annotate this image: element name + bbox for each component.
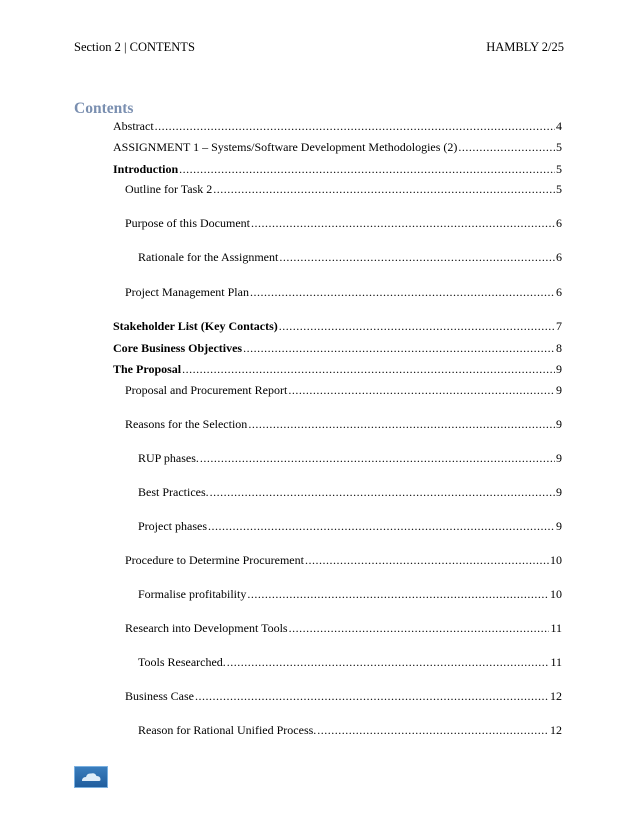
toc-entry-title: Project Management Plan [125, 285, 249, 299]
toc-entry-title: Tools Researched. [138, 655, 226, 669]
toc-dot-leader [195, 689, 549, 704]
toc-dot-leader [279, 250, 555, 265]
toc-dot-leader [317, 723, 549, 738]
toc-dot-leader [289, 621, 550, 636]
toc-entry[interactable] [138, 723, 562, 739]
toc-entry[interactable] [113, 140, 562, 156]
toc-entry-title: The Proposal [113, 362, 182, 376]
toc-entry[interactable] [138, 587, 562, 603]
toc-dot-leader [251, 216, 555, 231]
toc-dot-leader [200, 451, 555, 466]
toc-entry-page-number: 11 [550, 655, 562, 669]
toc-entry[interactable] [125, 553, 562, 569]
toc-entry-title: Abstract [113, 119, 154, 133]
toc-dot-leader [288, 383, 555, 398]
toc-dot-leader [227, 655, 550, 670]
toc-dot-leader [208, 519, 555, 534]
toc-entry-page-number: 12 [550, 689, 562, 703]
toc-dot-leader [179, 162, 555, 177]
toc-dot-leader [248, 417, 555, 432]
toc-entry[interactable] [125, 417, 562, 433]
toc-entry[interactable] [113, 119, 562, 135]
toc-dot-leader [243, 341, 555, 356]
toc-dot-leader [250, 285, 555, 300]
toc-dot-leader [155, 119, 555, 134]
toc-entry-page-number: 9 [556, 485, 562, 499]
toc-entry[interactable] [138, 519, 562, 535]
toc-dot-leader [182, 362, 555, 377]
toc-entry-page-number: 6 [556, 285, 562, 299]
toc-dot-leader [247, 587, 549, 602]
toc-entry-page-number: 5 [556, 140, 562, 154]
toc-entry-title: Formalise profitability [138, 587, 247, 601]
toc-entry-title: Reason for Rational Unified Process. [138, 723, 317, 737]
toc-entry-title: RUP phases. [138, 451, 199, 465]
toc-entry-title: Business Case [125, 689, 194, 703]
toc-entry-page-number: 9 [556, 383, 562, 397]
toc-dot-leader [213, 182, 555, 197]
page-header [74, 40, 564, 55]
toc-entry-page-number: 10 [550, 553, 562, 567]
toc-entry-title: Core Business Objectives [113, 341, 243, 355]
toc-entry-page-number: 4 [556, 119, 562, 133]
contents-heading: Contents [74, 100, 134, 117]
toc-entry[interactable] [125, 621, 562, 637]
toc-entry-page-number: 9 [556, 362, 562, 376]
toc-entry[interactable] [113, 362, 562, 378]
toc-entry[interactable] [125, 182, 562, 198]
toc-entry[interactable] [138, 655, 562, 671]
toc-dot-leader [458, 140, 555, 155]
header-section-label: Section 2 | CONTENTS [74, 40, 195, 54]
toc-entry-title: Project phases [138, 519, 207, 533]
toc-entry-page-number: 12 [550, 723, 562, 737]
toc-entry-page-number: 6 [556, 250, 562, 264]
toc-entry-page-number: 10 [550, 587, 562, 601]
toc-entry[interactable] [125, 285, 562, 301]
toc-entry-page-number: 9 [556, 519, 562, 533]
toc-entry-title: ASSIGNMENT 1 – Systems/Software Development Methodologies (2) [113, 140, 458, 154]
cloud-logo-icon [74, 766, 108, 788]
toc-entry-title: Research into Development Tools [125, 621, 288, 635]
toc-entry-title: Rationale for the Assignment [138, 250, 279, 264]
toc-entry-page-number: 7 [556, 319, 562, 333]
toc-entry-title: Introduction [113, 162, 179, 176]
toc-entry[interactable] [138, 485, 562, 501]
toc-entry-page-number: 8 [556, 341, 562, 355]
toc-entry-title: Purpose of this Document [125, 216, 250, 230]
toc-entry[interactable] [138, 250, 562, 266]
toc-entry-title: Reasons for the Selection [125, 417, 248, 431]
toc-entry[interactable] [125, 216, 562, 232]
toc-entry[interactable] [138, 451, 562, 467]
header-page-label: HAMBLY 2/25 [486, 40, 564, 54]
toc-entry-page-number: 5 [556, 162, 562, 176]
toc-entry-title: Proposal and Procurement Report [125, 383, 288, 397]
toc-dot-leader [279, 319, 555, 334]
toc-entry-title: Best Practices. [138, 485, 209, 499]
toc-entry[interactable] [125, 383, 562, 399]
toc-entry[interactable] [113, 162, 562, 178]
toc-entry-page-number: 9 [556, 451, 562, 465]
toc-dot-leader [210, 485, 555, 500]
toc-entry-page-number: 5 [556, 182, 562, 196]
toc-entry[interactable] [113, 319, 562, 335]
toc-entry-page-number: 9 [556, 417, 562, 431]
toc-entry-title: Stakeholder List (Key Contacts) [113, 319, 278, 333]
toc-entry-page-number: 6 [556, 216, 562, 230]
toc-entry-title: Procedure to Determine Procurement [125, 553, 304, 567]
toc-entry[interactable] [125, 689, 562, 705]
toc-dot-leader [305, 553, 549, 568]
toc-entry-page-number: 11 [550, 621, 562, 635]
toc-entry[interactable] [113, 341, 562, 357]
toc-entry-title: Outline for Task 2 [125, 182, 213, 196]
